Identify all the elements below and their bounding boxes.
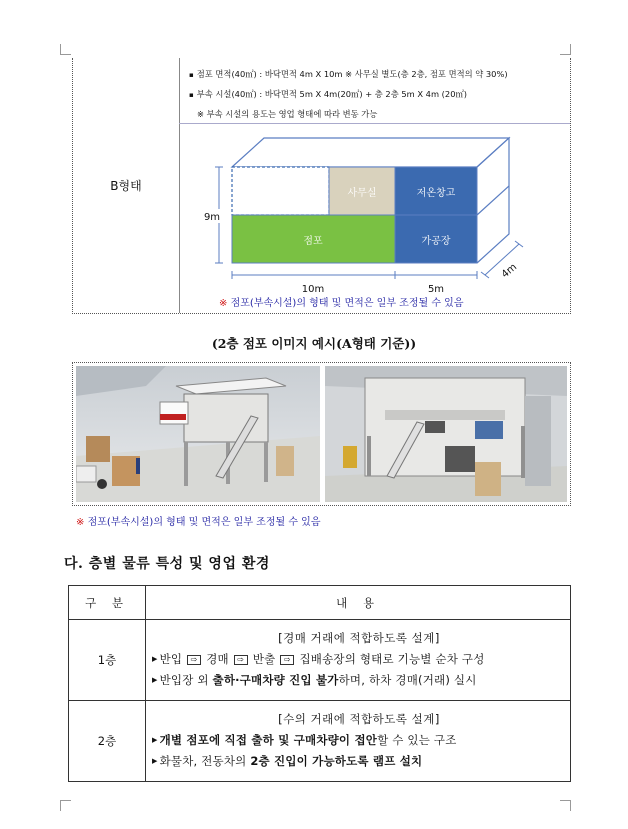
arrow-right-icon: ⇨ (187, 655, 201, 665)
example-images (72, 362, 571, 506)
depth-label: 4m (499, 261, 520, 281)
square-bullet-icon: ▪ (189, 91, 194, 99)
section-title: 다. 층별 물류 특성 및 영업 환경 (64, 556, 270, 572)
b-type-note: ※ 점포(부속시설)의 형태 및 면적은 일부 조정될 수 있음 (219, 298, 464, 309)
triangle-bullet-icon: ▶ (152, 655, 158, 663)
floor-cell: 1층 (69, 620, 146, 701)
triangle-bullet-icon: ▶ (152, 757, 158, 765)
corner-mark-top-left (60, 44, 71, 55)
b-type-description (179, 58, 570, 124)
header-content: 내 용 (146, 586, 571, 620)
building-diagram (179, 125, 572, 315)
row-line-1: ▶ 개별 점포에 직접 출하 및 구매차량이 접안할 수 있는 구조 (152, 733, 457, 747)
table-header-row (69, 586, 571, 620)
store-width-label: 10m (301, 284, 325, 295)
desc-line-2: ▪ 부속 시설(40㎡) : 바닥면적 5m X 4m(20㎡) + 층 2층 5m X 4m (20㎡) (189, 89, 468, 99)
photo-note: ※ 점포(부속시설)의 형태 및 면적은 일부 조정될 수 있음 (76, 517, 321, 528)
row-line-1: ▶ 반입 ⇨ 경매 ⇨ 반출 ⇨ 집배송장의 형태로 기능별 순차 구성 (152, 652, 485, 666)
office-label: 사무실 (347, 188, 377, 199)
desc-line-3: ※ 부속 시설의 용도는 영업 형태에 따라 변동 가능 (197, 109, 378, 119)
table-row (69, 620, 571, 701)
b-type-diagram (179, 125, 570, 313)
cold-storage-label: 저온창고 (416, 188, 456, 199)
processing-label: 가공장 (421, 236, 451, 247)
square-bullet-icon: ▪ (189, 71, 194, 79)
height-label: 9m (203, 212, 221, 223)
row-line-2: ▶ 화물차, 전동차의 2층 진입이 가능하도록 램프 설치 (152, 754, 423, 768)
figure-caption: (2층 점포 이미지 예시(A형태 기준)) (211, 336, 417, 351)
row-title: [수의 거래에 적합하도록 설계] (278, 712, 440, 726)
floor-cell: 2층 (69, 701, 146, 782)
row-title: [경매 거래에 적합하도록 설계] (278, 631, 440, 645)
desc-line-1: ▪ 점포 면적(40㎡) : 바닥면적 4m X 10m ※ 사무실 별도(층 2층, 점포 면적의 약 30%) (189, 69, 508, 79)
b-type-table (72, 58, 571, 314)
floor-characteristics-table (68, 585, 571, 782)
corner-mark-bottom-left (60, 800, 71, 811)
upper-empty-room (232, 167, 329, 215)
example-image-exterior (76, 366, 320, 502)
example-image-interior (325, 366, 567, 502)
corner-mark-bottom-right (560, 800, 571, 811)
content-cell (146, 620, 571, 701)
facility-width-label: 5m (427, 284, 445, 295)
row-line-2: ▶ 반입장 외 출하·구매차량 진입 불가하며, 하차 경매(거래) 실시 (152, 673, 477, 687)
content-cell (146, 701, 571, 782)
header-floor: 구 분 (69, 586, 146, 620)
store-label: 점포 (303, 236, 323, 247)
triangle-bullet-icon: ▶ (152, 736, 158, 744)
b-type-label: B형태 (73, 58, 180, 313)
corner-mark-top-right (560, 44, 571, 55)
arrow-right-icon: ⇨ (234, 655, 248, 665)
table-row (69, 701, 571, 782)
arrow-right-icon: ⇨ (280, 655, 294, 665)
triangle-bullet-icon: ▶ (152, 676, 158, 684)
